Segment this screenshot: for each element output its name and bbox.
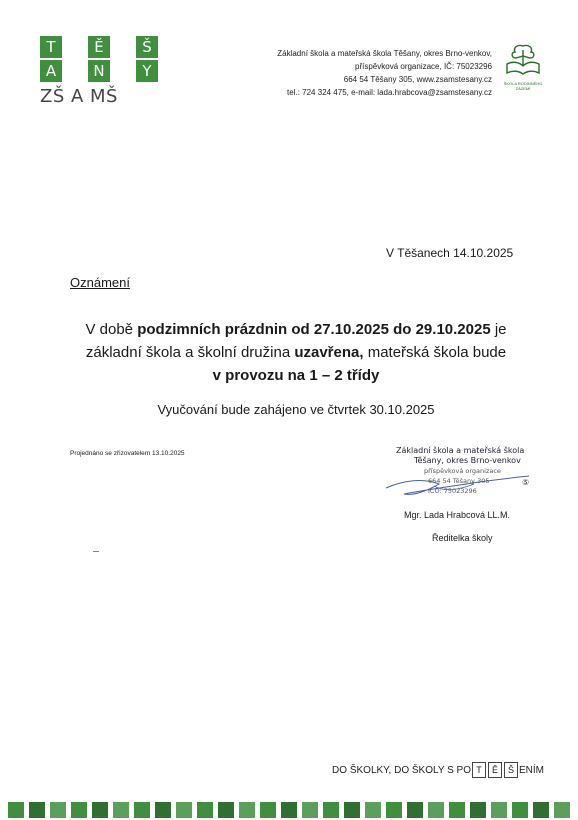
logo-letter: N (88, 60, 110, 82)
address-line: tel.: 724 324 475, e-mail: lada.hrabcova@zsamstesany.cz (287, 88, 492, 97)
footer-slogan (332, 762, 544, 778)
footer-bar-square (491, 802, 507, 818)
stamp-line: příspěvková organizace (424, 467, 501, 475)
body-bold: v provozu na 1 – 2 třídy (212, 367, 380, 384)
footer-bar-square (302, 802, 318, 818)
crest-caption: ŠKOLA RODINNÉHO ZÁZEMÍ (503, 81, 543, 91)
footer-bar-square (554, 802, 570, 818)
footer-bar-square (113, 802, 129, 818)
document-heading: Oznámení (70, 275, 130, 290)
logo-letter: A (40, 60, 62, 82)
book-crest-icon (498, 42, 548, 91)
logo-spacer (64, 36, 86, 58)
stamp-line: Těšany, okres Brno-venkov (414, 456, 521, 465)
signature-icon (384, 470, 534, 500)
logo-spacer (112, 60, 134, 82)
footer-bar-square (176, 802, 192, 818)
slogan-box-letter: Ě (488, 762, 502, 778)
logo-spacer (112, 36, 134, 58)
body-text: je (490, 321, 507, 338)
footer-bar-square (512, 802, 528, 818)
body-text: V době (85, 321, 138, 338)
footer-bar-square (470, 802, 486, 818)
slogan-box-letter: T (472, 762, 486, 778)
footer-bar-square (407, 802, 423, 818)
address-line: příspěvková organizace, IČ: 75023296 (355, 62, 492, 71)
body-text: základní škola a školní družina (85, 344, 295, 361)
logo-letter: Y (136, 60, 158, 82)
logo-letter: Ě (88, 36, 110, 58)
teaching-resumes-note: Vyučování bude zahájeno ve čtvrtek 30.10.2025 (157, 402, 435, 417)
footer-bar-square (71, 802, 87, 818)
logo-row-1 (40, 36, 158, 58)
logo-letter: Š (136, 36, 158, 58)
school-logo (40, 36, 158, 107)
slogan-prefix: DO ŠKOLKY, DO ŠKOLY S PO (332, 764, 471, 776)
announcement-body (40, 318, 552, 387)
discussed-with-founder: Projednáno se zřizovatelem 13.10.2025 (70, 450, 185, 457)
footer-bar-square (239, 802, 255, 818)
address-line: Základní škola a mateřská škola Těšany, okres Brno-venkov, (277, 49, 492, 58)
footer-bar-square (197, 802, 213, 818)
logo-row-2 (40, 60, 158, 82)
footer-bar-square (218, 802, 234, 818)
stamp-line: 664 54 Těšany 305 (428, 477, 490, 485)
slogan-box-letter: Š (504, 762, 518, 778)
stamp-line: Základní škola a mateřská škola (396, 446, 525, 455)
footer-bar-square (365, 802, 381, 818)
logo-spacer (64, 60, 86, 82)
body-line-3 (40, 364, 552, 387)
footer-bar-square (50, 802, 66, 818)
footer-bar-square (155, 802, 171, 818)
slogan-suffix: ENÍM (519, 764, 544, 776)
footer-bar-square (281, 802, 297, 818)
footer-decorative-bar (0, 802, 578, 818)
body-line-2 (40, 341, 552, 364)
document-date: V Těšanech 14.10.2025 (386, 246, 514, 260)
footer-bar-square (29, 802, 45, 818)
footer-bar-square (533, 802, 549, 818)
body-line-1 (40, 318, 552, 341)
footer-bar-square (260, 802, 276, 818)
footer-bar-square (8, 802, 24, 818)
logo-subtitle: ZŠ A MŠ (40, 86, 118, 107)
logo-letter: T (40, 36, 62, 58)
address-line: 664 54 Těšany 305, www.zsamstesany.cz (343, 75, 492, 84)
footer-bar-square (449, 802, 465, 818)
footer-bar-square (92, 802, 108, 818)
footer-bar-square (428, 802, 444, 818)
footer-bar-square (134, 802, 150, 818)
school-address (277, 47, 492, 99)
body-bold: podzimních prázdnin od 27.10.2025 do 29.10.2025 (137, 321, 491, 338)
footer-bar-square (386, 802, 402, 818)
footer-bar-square (344, 802, 360, 818)
stamp-line: IČO: 75023296 (428, 487, 477, 495)
footer-bar-square (323, 802, 339, 818)
body-text: mateřská škola bude (363, 344, 507, 361)
body-bold: uzavřena, (294, 344, 364, 361)
signer-name: Mgr. Lada Hrabcová LL.M. (404, 510, 511, 520)
stamp-number-mark: ⑤ (522, 478, 530, 487)
pen-mark (93, 551, 99, 552)
signer-role: Ředitelka školy (432, 533, 493, 543)
